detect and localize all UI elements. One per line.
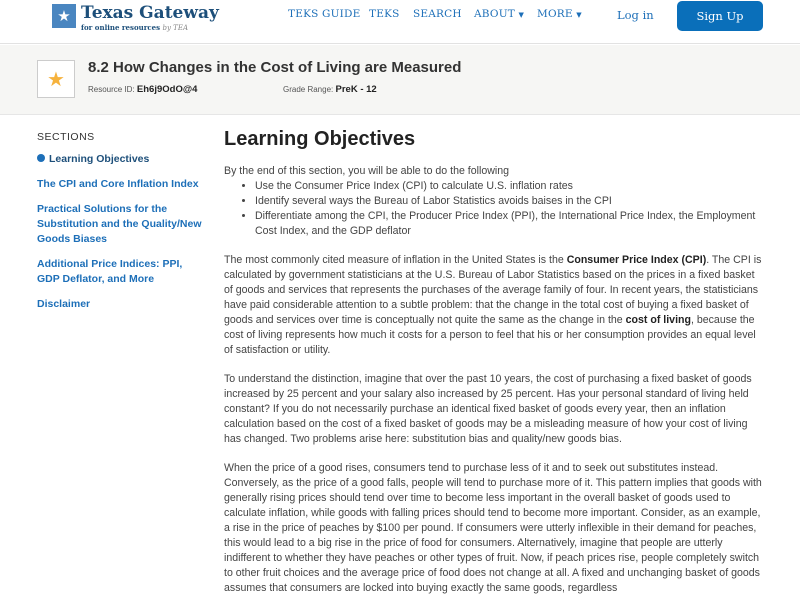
- list-item: • Use the Consumer Price Index (CPI) to calculate U.S. inflation rates: [255, 179, 766, 194]
- sidebar-item-cpi[interactable]: The CPI and Core Inflation Index: [37, 178, 199, 190]
- list-item: • Identify several ways the Bureau of Labor Statistics avoids baises in the CPI: [255, 194, 766, 209]
- sidebar-item-learning-objectives[interactable]: Learning Objectives: [37, 152, 207, 167]
- paragraph-cpi: The most commonly cited measure of inflation in the United States is the Consumer Price Index (CPI). The CPI is calculated by government statisticians at the U.S. Bureau of Labor Statistics based on the prices in a fixed basket of goods and services that represents the purchases of the average family of four. In recent years, the statisticians have paid considerable attention to a subtle problem: that the change in the total cost of buying a fixed basket of goods and services over time is conceptually not quite the same as the change in the cost of living, because the cost of living represents how much it costs for a person to feel that his or her consumption provides an equal level of satisfaction or utility.: [224, 254, 762, 356]
- paragraph-distinction: To understand the distinction, imagine that over the past 10 years, the cost of purchasing a fixed basket of goods increased by 25 percent and your salary also increased by 25 percent. Has your personal standard of living held constant? If you do not necessarily purchase an identical fixed basket of goods every year, then an inflation calculation based on the cost of a fixed basket of goods may be a misleading measure of how your cost of living has changed. Two problems arise here: substitution bias and quality/new goods bias.: [224, 373, 752, 445]
- nav-about[interactable]: ABOUT ▼: [474, 8, 525, 20]
- favorite-star-icon[interactable]: ★: [37, 60, 75, 98]
- nav-more[interactable]: MORE ▼: [537, 8, 582, 20]
- page-title: 8.2 How Changes in the Cost of Living are Measured: [88, 59, 462, 76]
- nav-teks[interactable]: TEKS: [369, 8, 400, 20]
- caret-down-icon: ▼: [576, 11, 582, 19]
- logo-title: Texas Gateway: [81, 3, 219, 23]
- logo-subtitle: for online resources by TEA: [81, 23, 188, 32]
- star-logo-icon: ★: [52, 4, 76, 28]
- sections-sidebar: [37, 131, 207, 322]
- login-link[interactable]: Log in: [617, 8, 654, 22]
- list-item: • Differentiate among the CPI, the Producer Price Index (PPI), the International Price Index, the Employment Cost Index, and the GDP deflator: [255, 209, 766, 239]
- sidebar-item-additional-indices[interactable]: Additional Price Indices: PPI, GDP Deflator, and More: [37, 258, 183, 285]
- sidebar-item-practical-solutions[interactable]: Practical Solutions for the Substitution and the Quality/New Goods Biases: [37, 203, 202, 245]
- nav-teks-guide[interactable]: TEKS GUIDE: [288, 8, 361, 20]
- section-heading: Learning Objectives: [224, 128, 416, 150]
- main-content: [224, 127, 766, 610]
- paragraph-substitution: When the price of a good rises, consumers tend to purchase less of it and to seek out substitutes instead. Conversely, as the price of a good falls, people will tend to purchase more of it. This pattern implies that goods with generally rising prices should tend over time to become less important in the overall basket of goods used to calculate inflation, while goods with falling prices should tend to become more important. Consider, as an example, a rise in the price of peaches by $100 per pound. If consumers were utterly inflexible in their demand for peaches, this would lead to a big rise in the price of food for consumers. Alternatively, imagine that people are utterly indifferent to whether they have peaches or other types of fruit. Now, if peach prices rise, people completely switch to other fruit choices and the average price of food does not change at all. A fixed and unchanging basket of goods assumes that consumers are locked into buying exactly the same goods, regardless: [224, 462, 762, 594]
- resource-id: Resource ID: Eh6j9OdO@4: [88, 84, 198, 95]
- active-dot-icon: [37, 154, 45, 162]
- caret-down-icon: ▼: [518, 11, 525, 19]
- objectives-list: [255, 179, 766, 239]
- top-nav-bar: [0, 0, 800, 44]
- nav-search[interactable]: SEARCH: [413, 8, 462, 20]
- sections-heading: SECTIONS: [37, 131, 95, 143]
- grade-range: Grade Range: PreK - 12: [283, 84, 377, 95]
- resource-header: [0, 45, 800, 115]
- sidebar-item-disclaimer[interactable]: Disclaimer: [37, 298, 91, 310]
- texas-gateway-logo[interactable]: [38, 0, 219, 30]
- sign-up-button[interactable]: Sign Up: [677, 1, 763, 31]
- intro-text: By the end of this section, you will be able to do the following: [224, 165, 510, 177]
